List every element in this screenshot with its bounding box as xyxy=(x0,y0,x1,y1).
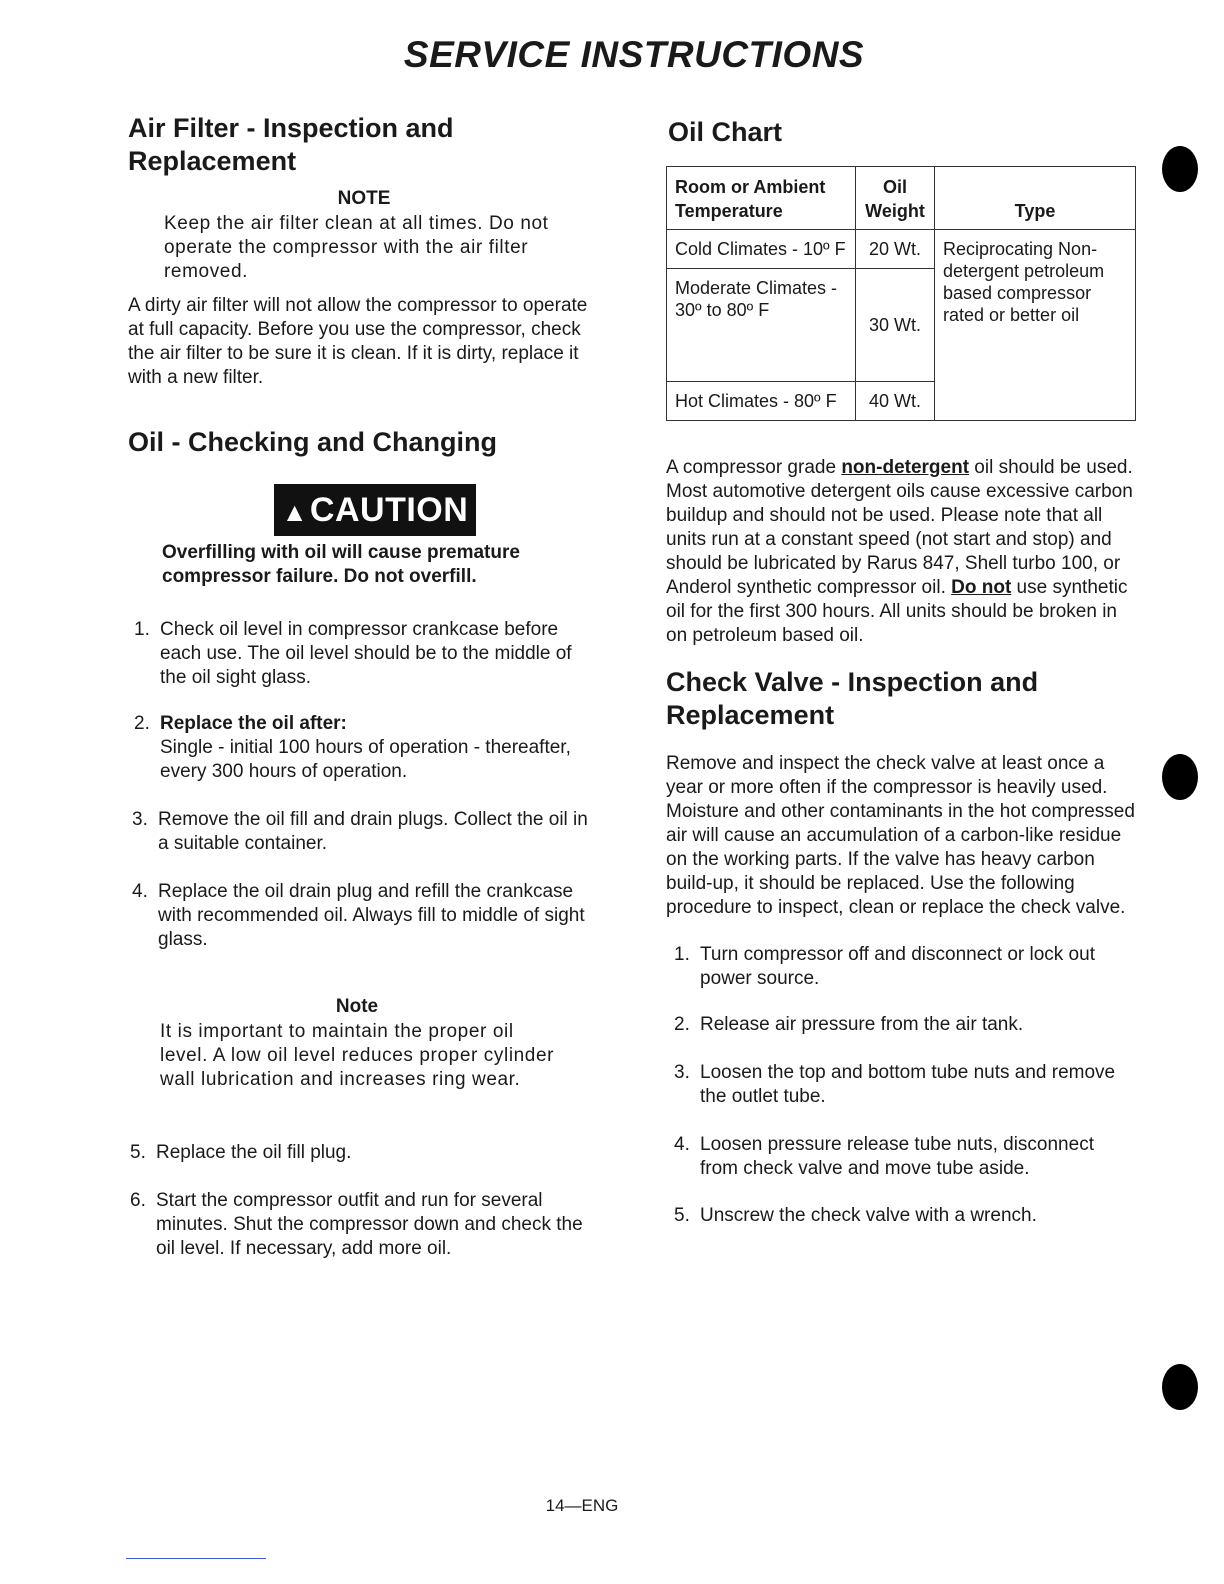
oil-note-label: Note xyxy=(335,996,379,1017)
page-number: 14—ENG xyxy=(545,1496,619,1515)
divider xyxy=(126,1558,266,1559)
warning-triangle-icon: ▲ xyxy=(281,497,308,527)
type-cell: Reciprocating Non-detergent petroleum based compressor rated or better oil xyxy=(935,230,1136,421)
air-filter-heading-line1: Air Filter - Inspection and xyxy=(128,113,454,143)
header-type: Type xyxy=(935,167,1136,230)
header-weight: Oil Weight xyxy=(856,167,935,230)
table-row: Hot Climates - 80º F 40 Wt. xyxy=(667,382,1136,421)
page-title: SERVICE INSTRUCTIONS xyxy=(403,34,865,75)
table-row: Cold Climates - 10º F 20 Wt. Reciprocating Non-detergent petroleum based compressor rated or better oil xyxy=(667,230,1136,269)
oil-checking-heading: Oil - Checking and Changing xyxy=(128,427,498,457)
air-filter-heading-line2: Replacement xyxy=(128,146,297,176)
oil-chart-table xyxy=(666,166,1136,421)
air-filter-note-label: NOTE xyxy=(337,188,391,209)
header-temperature: Room or Ambient Temperature xyxy=(667,167,856,230)
air-filter-note-text: Keep the air filter clean at all times. Do not operate the compressor with the air filter removed. xyxy=(164,213,549,282)
check-valve-heading-line1: Check Valve - Inspection and xyxy=(666,667,1039,697)
binder-hole-mark xyxy=(1162,146,1198,192)
air-filter-heading xyxy=(128,112,608,178)
binder-hole-mark xyxy=(1162,754,1198,800)
oil-chart-heading: Oil Chart xyxy=(668,117,783,147)
check-valve-body: Remove and inspect the check valve at least once a year or more often if the compressor is heavily used. Moisture and other contaminants in the hot compressed air will cause an accumulation of a carbon-like residue on the working parts. If the valve has heavy carbon build-up, it should be replaced. Use the following procedure to inspect, clean or replace the check valve. xyxy=(666,753,1135,918)
caution-text: Overfilling with oil will cause premature compressor failure. Do not overfill. xyxy=(162,542,520,587)
binder-hole-mark xyxy=(1162,1364,1198,1410)
air-filter-body: A dirty air filter will not allow the compressor to operate at full capacity. Before you use the compressor, check the air filter to be sure it is clean. If it is dirty, replace it with a new filter. xyxy=(128,295,588,388)
caution-label: CAUTION xyxy=(309,491,469,529)
caution-badge xyxy=(274,484,476,536)
check-valve-heading xyxy=(666,666,1146,732)
check-valve-heading-line2: Replacement xyxy=(666,700,835,730)
oil-note-text: It is important to maintain the proper oil level. A low oil level reduces proper cylinder wall lubrication and increases ring wear. xyxy=(160,1021,555,1090)
table-header-row xyxy=(667,167,1136,230)
table-row: Moderate Climates - 30º to 80º F 30 Wt. xyxy=(667,269,1136,382)
oil-chart-paragraph: A compressor grade non-detergent oil should be used. Most automotive detergent oils cause excessive carbon buildup and should not be used. Please note that all units run at a constant speed (not start and stop) and should be lubricated by Rarus 847, Shell turbo 100, or Anderol synthetic compressor oil. Do not use synthetic oil for the first 300 hours. All units should be broken in on petroleum based oil. xyxy=(666,457,1133,646)
